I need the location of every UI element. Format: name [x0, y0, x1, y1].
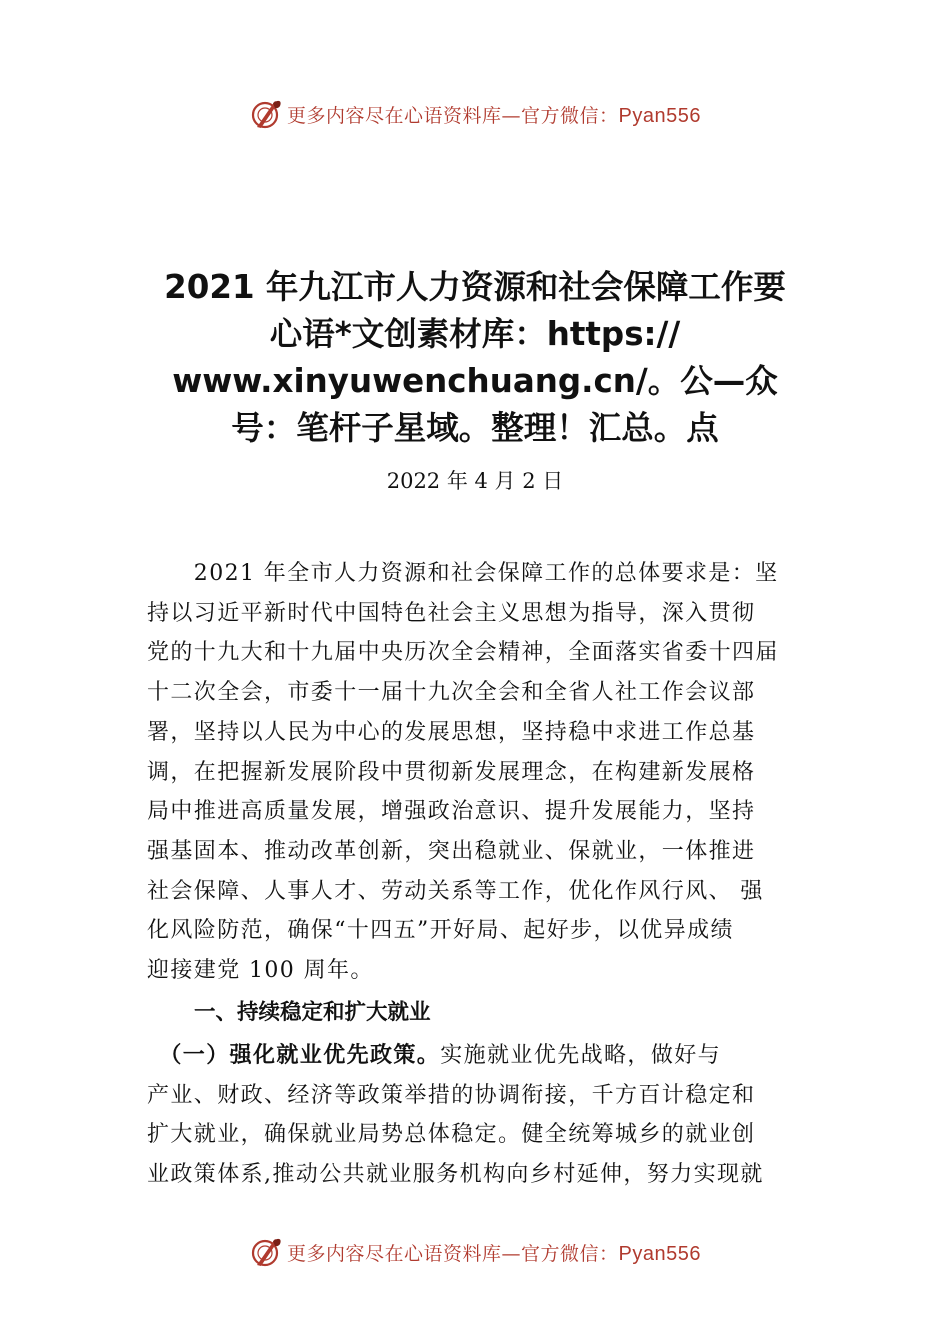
paragraph-line: 持以习近平新时代中国特色社会主义思想为指导，深入贯彻 [147, 600, 756, 626]
title-line-1: 2021 年九江市人力资源和社会保障工作要 [164, 268, 786, 306]
banner-wechat-handle: Pyan556 [618, 1242, 701, 1265]
paragraph-line: 社会保障、人事人才、劳动关系等工作，优化作风行风、 强 [147, 878, 764, 904]
banner-label: 更多内容尽在心语资料库—官方微信： [287, 1242, 619, 1265]
paragraph-line: 强基固本、推动改革创新，突出稳就业、保就业，一体推进 [147, 838, 756, 864]
section-heading-employment: 一、持续稳定和扩大就业 [194, 1000, 431, 1025]
banner-wechat-handle: Pyan556 [618, 104, 701, 127]
paragraph-general-requirements [147, 554, 827, 991]
title-line-2: 心语*文创素材库：https:// [269, 315, 681, 353]
quill-pen-seal-icon [249, 1235, 283, 1269]
title-line-3: www.xinyuwenchuang.cn/。公—众 [172, 362, 778, 400]
paragraph-line: 调，在把握新发展阶段中贯彻新发展理念，在构建新发展格 [147, 759, 756, 785]
paragraph-line: 局中推进高质量发展，增强政治意识、提升发展能力，坚持 [147, 799, 756, 825]
paragraph-line: 党的十九大和十九届中央历次全会精神，全面落实省委十四届 [147, 640, 779, 666]
paragraph-line-rest: 实施就业优先战略，做好与 [440, 1043, 722, 1068]
banner-label: 更多内容尽在心语资料库—官方微信： [287, 104, 619, 127]
paragraph-line: 业政策体系,推动公共就业服务机构向乡村延伸，努力实现就 [147, 1162, 764, 1188]
paragraph-line: 2021 年全市人力资源和社会保障工作的总体要求是：坚 [147, 561, 779, 586]
title-line-4: 号：笔杆子星域。整理！汇总。点 [231, 409, 719, 447]
document-date: 2022 年 4 月 2 日 [386, 469, 564, 493]
paragraph-line: 迎接建党 100 周年。 [147, 958, 374, 984]
paragraph-line: 化风险防范，确保“十四五”开好局、起好步，以优异成绩 [147, 918, 734, 944]
banner-text [287, 101, 701, 128]
quill-pen-seal-icon [249, 97, 283, 131]
header-watermark-banner [0, 94, 950, 134]
paragraph-line: 产业、财政、经济等政策举措的协调衔接，千方百计稳定和 [147, 1082, 756, 1108]
paragraph-line: 扩大就业，确保就业局势总体稳定。健全统筹城乡的就业创 [147, 1122, 756, 1148]
paragraph-employment-policy [147, 1036, 827, 1195]
subsection-lead: （一）强化就业优先政策。 [170, 1043, 441, 1068]
paragraph-line: 十二次全会，市委十一届十九次全会和全省人社工作会议部 [147, 680, 756, 706]
banner-text [287, 1239, 701, 1266]
footer-watermark-banner [0, 1232, 950, 1272]
document-title [120, 264, 830, 452]
paragraph-line [147, 1036, 827, 1076]
paragraph-line: 署，坚持以人民为中心的发展思想，坚持稳中求进工作总基 [147, 719, 756, 745]
